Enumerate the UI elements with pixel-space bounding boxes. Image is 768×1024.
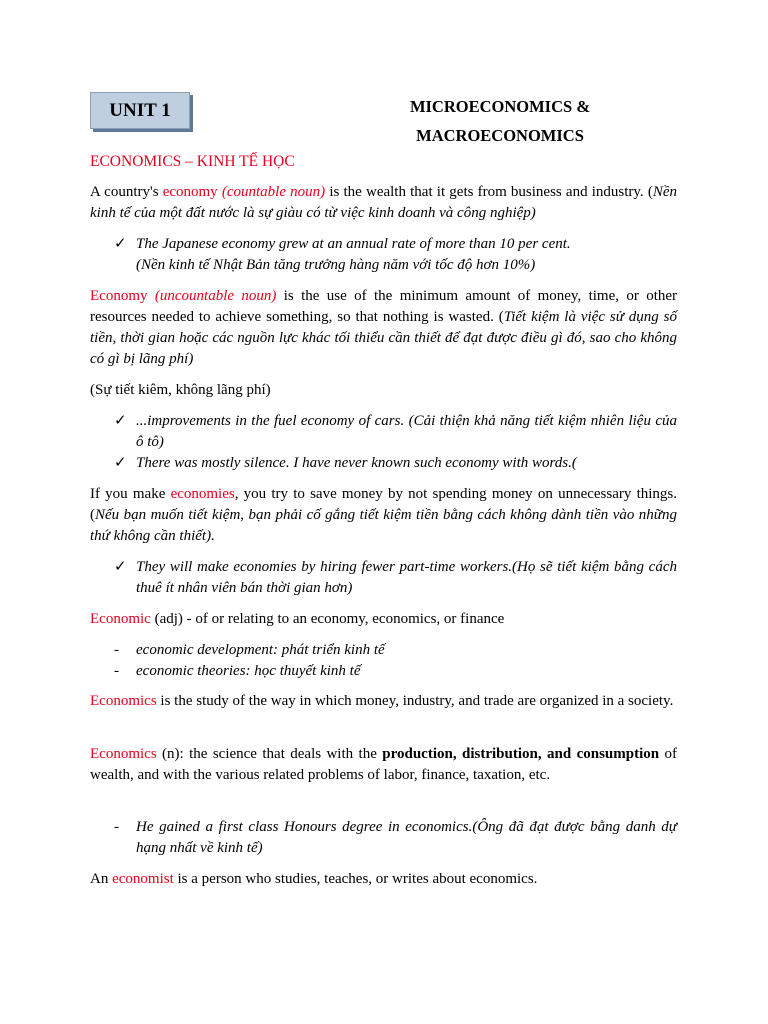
title-line-1: MICROECONOMICS &: [409, 97, 591, 116]
vietnamese-translation: Tiết kiệm là việc sử dụng số tiền, thời gian hoặc các nguồn lực khác tối thiểu cần thiết để đạt được điều gì đó, sao cho không có gì bị lãng phí): [90, 309, 677, 367]
paragraph-economics-study: [90, 691, 677, 712]
term-economics: Economics: [90, 693, 157, 709]
section-heading: ECONOMICS – KINH TẾ HỌC: [90, 153, 295, 170]
dash-bullet: -: [114, 663, 119, 679]
term-economics: Economics: [90, 746, 157, 762]
dash-bullet: -: [114, 642, 119, 658]
paragraph-economy-countable: [90, 182, 677, 224]
bold-phrase: production, distribution, and consumption: [382, 746, 660, 762]
paragraph-economic-adj: [90, 609, 677, 630]
example-translation: (Nền kinh tế Nhật Bản tăng trưởng hàng năm với tốc độ hơn 10%): [136, 257, 536, 273]
list-item: [114, 640, 677, 661]
example-list-4: [114, 640, 677, 682]
paragraph-economist: [90, 869, 677, 890]
example-text: They will make economies by hiring fewer part-time workers.(Họ sẽ tiết kiệm bằng cách thuê ít nhân viên bán thời gian hơn): [136, 559, 677, 596]
page-title: [340, 92, 660, 150]
list-item: [114, 661, 677, 682]
example-item: [114, 411, 677, 453]
text: [148, 288, 155, 304]
vietnamese-translation: Nếu bạn muốn tiết kiệm, bạn phải cố gắng tiết kiệm tiền bằng cách không dành tiền vào những thứ không cần thiết).: [90, 507, 677, 544]
example-text: economic theories: học thuyết kinh tế: [136, 663, 361, 679]
dash-bullet: -: [114, 819, 119, 835]
example-text: ...improvements in the fuel economy of cars. (Cải thiện khả năng tiết kiệm nhiên liệu của ô tô): [136, 413, 677, 450]
example-list-3: [114, 557, 677, 599]
unit-label: UNIT 1: [109, 100, 171, 121]
paragraph-economy-uncountable: [90, 286, 677, 370]
example-text: The Japanese economy grew at an annual rate of more than 10 per cent.: [136, 236, 571, 252]
unit-badge: [90, 92, 190, 129]
term-economies: economies: [170, 486, 235, 502]
example-list-2: [114, 411, 677, 474]
text: An: [90, 871, 113, 887]
text: is a person who studies, teaches, or writes about economics.: [173, 871, 538, 887]
text: , you try to save money by not spending money on unnecessary things. (: [90, 486, 677, 523]
example-item: [114, 234, 677, 276]
example-list-6: [114, 817, 677, 859]
paragraph-economies: [90, 484, 677, 547]
text: is the wealth that it gets from business and industry. (: [325, 184, 653, 200]
example-item: [114, 453, 677, 474]
text: A country's: [90, 184, 163, 200]
check-icon: ✓: [114, 236, 127, 252]
title-line-2: MACROECONOMICS: [416, 126, 584, 145]
text: (adj) - of or relating to an economy, economics, or finance: [150, 611, 505, 627]
term-economy: economy: [162, 184, 218, 200]
example-item: [114, 557, 677, 599]
example-list-1: [114, 234, 677, 276]
term-economist: economist: [112, 871, 174, 887]
example-text: There was mostly silence. I have never known such economy with words.(: [136, 455, 577, 471]
text: (n): the science that deals with the: [156, 746, 383, 762]
check-icon: ✓: [114, 455, 127, 471]
term-tag: (countable noun): [221, 184, 326, 200]
term-tag: (uncountable noun): [154, 288, 277, 304]
term-economic: Economic: [90, 611, 151, 627]
list-item: [114, 817, 677, 859]
vietnamese-translation: Nền kinh tế của một đất nước là sự giàu có từ việc kinh doanh và công nghiệp): [90, 184, 678, 221]
text: is the use of the minimum amount of money, time, or other resources needed to achieve something, so that nothing is wasted. (: [90, 288, 678, 325]
text: is the study of the way in which money, industry, and trade are organized in a society.: [156, 693, 674, 709]
term-economy: Economy: [90, 288, 148, 304]
paragraph-economics-science: [90, 744, 677, 786]
example-text: He gained a first class Honours degree in economics.(Ông đã đạt được bằng danh dự hạng nhất về kinh tế): [136, 819, 677, 856]
note-line: (Sự tiết kiêm, không lãng phí): [90, 382, 271, 398]
example-text: economic development: phát triển kinh tế: [136, 642, 385, 658]
check-icon: ✓: [114, 413, 127, 429]
check-icon: ✓: [114, 559, 127, 575]
text: If you make: [90, 486, 171, 502]
text: of wealth, and with the various related problems of labor, finance, taxation, etc.: [90, 746, 678, 783]
